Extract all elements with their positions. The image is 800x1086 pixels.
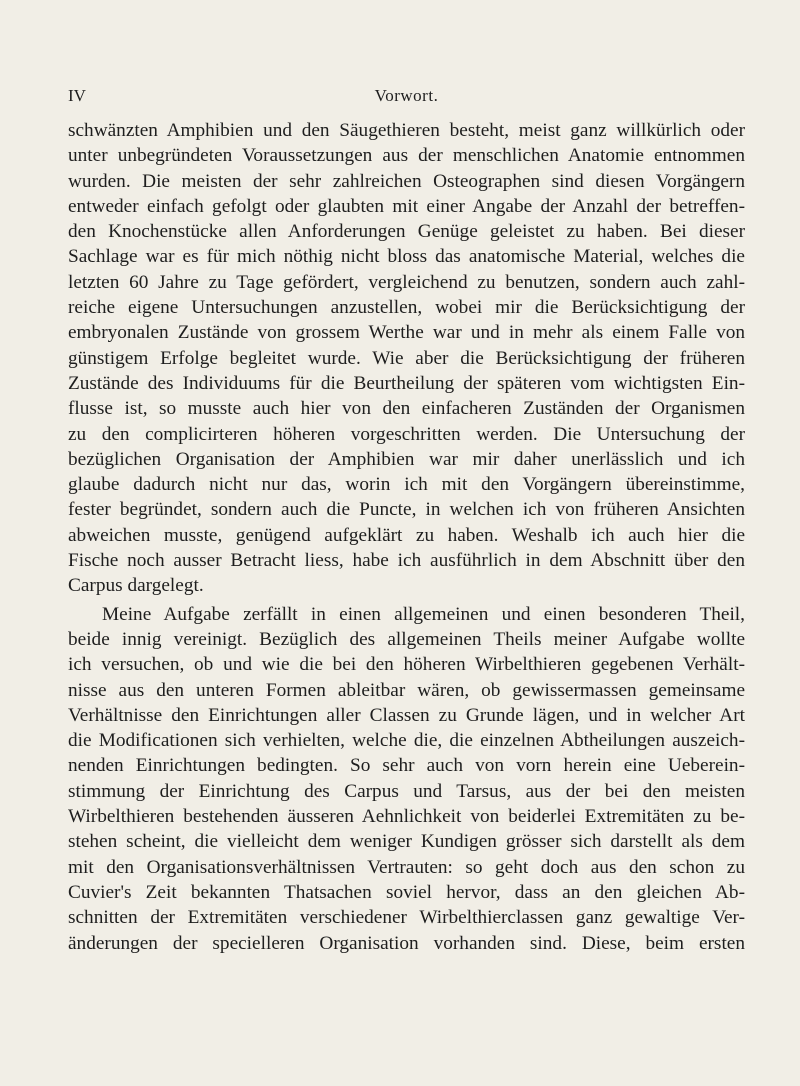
paragraph-1 — [68, 118, 745, 599]
text-line: Carpus dargelegt. — [68, 575, 204, 597]
text-line: bezüglichen Organisation der Amphibien war mir daher unerlässlich und ich — [68, 448, 745, 470]
running-head — [68, 86, 745, 108]
text-line: den Knochenstücke allen Anforderungen Genüge geleistet zu haben. Bei dieser — [68, 221, 745, 243]
text-line: änderungen der specielleren Organisation vorhanden sind. Diese, beim ersten — [68, 932, 745, 954]
text-line: nenden Einrichtungen bedingten. So sehr auch von vorn herein eine Ueberein- — [68, 755, 745, 777]
text-line: glaube dadurch nicht nur das, worin ich mit den Vorgängern übereinstimme, — [68, 474, 745, 496]
page-number: IV — [68, 86, 86, 105]
text-line: ich versuchen, ob und wie die bei den höheren Wirbelthieren gegebenen Verhält- — [68, 654, 745, 676]
text-line: günstigem Erfolge begleitet wurde. Wie aber die Berücksichtigung der früheren — [68, 347, 745, 369]
text-line: Wirbelthieren bestehenden äusseren Aehnlichkeit von beiderlei Extremitäten zu be- — [68, 806, 745, 828]
running-title: Vorwort. — [374, 86, 439, 105]
text-line: schwänzten Amphibien und den Säugethieren besteht, meist ganz willkürlich oder — [68, 120, 745, 141]
text-line: embryonalen Zustände von grossem Werthe war und in mehr als einem Falle von — [68, 322, 745, 344]
text-line: zu den complicirteren höheren vorgeschritten werden. Die Untersuchung der — [68, 423, 745, 445]
text-line: wurden. Die meisten der sehr zahlreichen Osteographen sind diesen Vorgängern — [68, 170, 745, 192]
text-line: beide innig vereinigt. Bezüglich des allgemeinen Theils meiner Aufgabe wollte — [68, 628, 745, 650]
text-line: mit den Organisationsverhältnissen Vertrauten: so geht doch aus den schon zu — [68, 856, 745, 878]
body-text — [68, 118, 745, 956]
text-line: reiche eigene Untersuchungen anzustellen, wobei mir die Berücksichtigung der — [68, 297, 745, 319]
text-line: abweichen musste, genügend aufgeklärt zu haben. Weshalb ich auch hier die — [68, 524, 745, 546]
text-line: entweder einfach gefolgt oder glaubten mit einer Angabe der Anzahl der betreffen- — [68, 195, 745, 217]
text-line: stimmung der Einrichtung des Carpus und Tarsus, aus der bei den meisten — [68, 780, 745, 802]
text-line: stehen scheint, die vielleicht dem weniger Kundigen grösser sich darstellt als dem — [68, 831, 745, 853]
text-line: Sachlage war es für mich nöthig nicht bloss das anatomische Material, welches die — [68, 246, 745, 268]
text-line: fester begründet, sondern auch die Puncte, in welchen ich von früheren Ansichten — [68, 499, 745, 521]
text-line: schnitten der Extremitäten verschiedener Wirbelthierclassen ganz gewaltige Ver- — [68, 907, 745, 929]
paragraph-2 — [68, 602, 745, 956]
text-line: letzten 60 Jahre zu Tage gefördert, vergleichend zu benutzen, sondern auch zahl- — [68, 271, 745, 293]
text-line: Zustände des Individuums für die Beurtheilung der späteren vom wichtigsten Ein- — [68, 372, 745, 394]
text-line: unter unbegründeten Voraussetzungen aus der menschlichen Anatomie entnommen — [68, 145, 745, 167]
text-line: Cuvier's Zeit bekannten Thatsachen soviel hervor, dass an den gleichen Ab- — [68, 881, 745, 903]
text-line: die Modificationen sich verhielten, welche die, die einzelnen Abtheilungen auszeich- — [68, 730, 745, 752]
text-line: Verhältnisse den Einrichtungen aller Classen zu Grunde lägen, und in welcher Art — [68, 704, 745, 726]
text-line: Meine Aufgabe zerfällt in einen allgemeinen und einen besonderen Theil, — [102, 603, 745, 625]
text-line: flusse ist, so musste auch hier von den einfacheren Zuständen der Organismen — [68, 398, 745, 420]
text-line: nisse aus den unteren Formen ableitbar wären, ob gewissermassen gemeinsame — [68, 679, 745, 701]
text-line: Fische noch ausser Betracht liess, habe ich ausführlich in dem Abschnitt über den — [68, 550, 745, 572]
